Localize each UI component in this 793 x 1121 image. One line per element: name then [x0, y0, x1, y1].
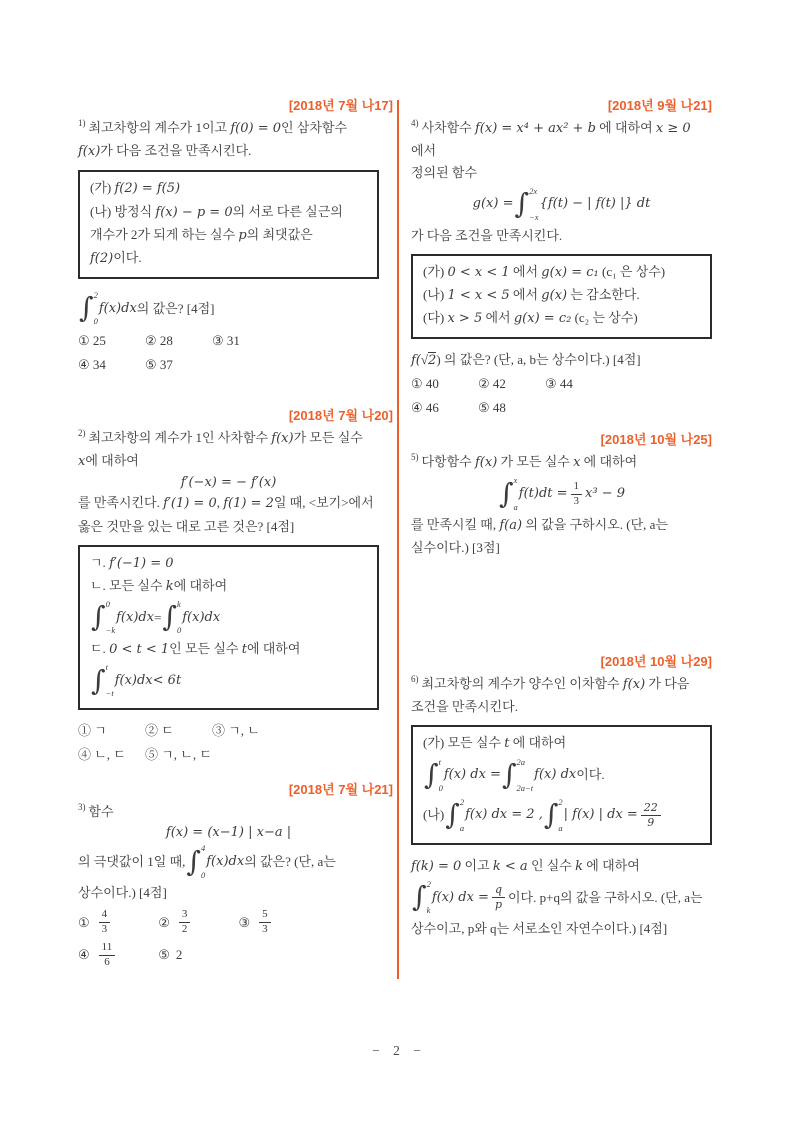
- text: 에서: [509, 286, 542, 302]
- text: 가 다음: [645, 676, 690, 692]
- text: 의 값은? (단, a는: [244, 854, 336, 870]
- problem-6-source-tag: [2018년 10월 나29]: [600, 654, 712, 669]
- integral: [162, 598, 181, 638]
- boki-item-d: [90, 638, 367, 661]
- text: 에 대하여: [246, 640, 301, 656]
- boki-item-d-formula: [90, 661, 367, 701]
- item-label: ㄴ. 모든 실수: [90, 577, 166, 593]
- text: 인 모든 실수: [169, 640, 242, 656]
- problem-6-question-line-1: [411, 855, 712, 878]
- math: g(x): [541, 287, 568, 303]
- integral-sign: ∫: [186, 844, 201, 878]
- text: 를 만족시킨다.: [78, 495, 164, 511]
- problem-1-intro-line-1: [78, 116, 379, 140]
- math: t: [504, 736, 510, 752]
- integral: [445, 796, 464, 836]
- math: f(x) dx =: [431, 889, 489, 905]
- choice-1: [78, 908, 152, 937]
- integral-upper-bound: 2x: [529, 185, 538, 196]
- problem-5: [411, 432, 712, 560]
- integral-sign: ∫: [514, 187, 530, 221]
- problem-1-question: [78, 289, 379, 329]
- text: 가 모든 실수: [293, 430, 363, 446]
- problem-6-condition-box: [411, 725, 712, 844]
- text: 에 대하여: [580, 454, 638, 470]
- choice-mark: ①: [78, 914, 90, 930]
- text: 에 대하여: [583, 857, 640, 873]
- fraction-denominator: 6: [104, 955, 110, 968]
- text: 이고: [461, 857, 493, 873]
- text: 이다.: [113, 249, 142, 265]
- integral-upper-bound: 2: [93, 289, 98, 300]
- condition-na-line-2: [90, 224, 367, 247]
- math: x: [573, 455, 581, 471]
- math: f(x)dx: [114, 672, 153, 688]
- math: f(x) = x⁴ + ax² + b: [474, 121, 596, 137]
- fraction: [99, 941, 116, 970]
- choice-value: 2: [175, 947, 183, 963]
- choice-3: ③ 31: [212, 332, 240, 348]
- integral: [514, 185, 538, 225]
- problem-3-choices-row-1: [78, 908, 379, 937]
- fraction-denominator: 3: [573, 494, 580, 507]
- text: 에 대하여: [85, 453, 139, 469]
- problem-1: [78, 98, 393, 376]
- text: 를 만족시킬 때,: [411, 517, 500, 533]
- math: f′(1) = 0: [163, 496, 217, 512]
- integral-bounds: [201, 842, 205, 882]
- integral-upper-bound: t: [438, 756, 441, 767]
- fraction-numerator: 1: [571, 480, 583, 495]
- integral: [91, 598, 115, 638]
- page-number: − 2 −: [372, 1043, 421, 1058]
- problem-3-intro-line-1: [78, 800, 379, 823]
- problem-1-condition-box: [78, 170, 379, 278]
- text: 의 값은? [4점]: [136, 300, 215, 316]
- integral: [499, 474, 518, 514]
- problem-2-source-tag: [2018년 7월 나20]: [288, 408, 393, 423]
- math: f(x)dx: [98, 300, 137, 316]
- sqrt-sign: √: [420, 351, 429, 367]
- problem-1-intro-line-2: [78, 140, 379, 163]
- math: x: [78, 454, 86, 470]
- math: f(x)dx: [116, 609, 155, 625]
- condition-label: (가): [423, 263, 448, 279]
- condition-label: (나): [423, 807, 445, 823]
- integral-lower-bound: a: [459, 823, 465, 834]
- integral-lower-bound: 0: [438, 783, 443, 794]
- fraction: [99, 908, 111, 937]
- problem-1-choices-row-1: [78, 330, 379, 353]
- text: 최고차항의 계수가 1이고: [88, 120, 231, 136]
- math: g(x) = c₁: [541, 264, 599, 280]
- math: f(a): [499, 518, 523, 534]
- problem-5-number: 5): [411, 452, 419, 463]
- fraction: [259, 908, 271, 937]
- math: f(x) dx = 2 ,: [465, 807, 543, 823]
- integral-sign: ∫: [543, 798, 559, 832]
- choice-mark: ④: [78, 947, 90, 963]
- condition-ga: [423, 261, 700, 284]
- integral-bounds: [460, 796, 464, 836]
- choice-5: ⑤ 48: [478, 399, 506, 415]
- fraction: [492, 883, 505, 912]
- math: 0 < t < 1: [109, 641, 170, 657]
- integral-bounds: [517, 756, 534, 796]
- text: 방정식: [114, 203, 156, 219]
- condition-na-line-3: [90, 247, 367, 270]
- problem-3-formula: f(x) = (x−1) | x−a |: [165, 825, 292, 841]
- choice-mark: ③: [238, 914, 251, 930]
- integral-upper-bound: 4: [201, 843, 206, 854]
- problem-2-number: 2): [78, 428, 86, 439]
- choice-2: ② 28: [145, 332, 173, 348]
- math: f(x)dx: [206, 854, 245, 870]
- integral-bounds: [427, 878, 431, 918]
- condition-label: (나): [423, 286, 448, 302]
- radicand: 2: [428, 352, 437, 368]
- choice-3: ③ ㄱ, ㄴ: [212, 722, 260, 738]
- problem-2-boki-box: [78, 545, 379, 710]
- math: 0 < x < 1: [447, 264, 510, 280]
- choice-4: [78, 941, 152, 970]
- choice-2: ② 42: [478, 376, 506, 391]
- item-label: ㄷ.: [90, 640, 110, 656]
- fraction-denominator: 9: [647, 816, 655, 830]
- integral: [79, 289, 98, 329]
- problem-1-number: 1): [78, 118, 86, 129]
- integral: [412, 878, 431, 918]
- text: 에서: [482, 309, 514, 325]
- integral: [544, 796, 563, 836]
- problem-5-formula: [411, 474, 712, 514]
- text: 가 다음 조건을 만족시킨다.: [100, 143, 252, 159]
- problem-4-condition-box: [411, 254, 712, 339]
- problem-6-intro-line-2: 조건을 만족시킨다.: [411, 699, 518, 715]
- integral-sign: ∫: [424, 758, 439, 792]
- math: 1 < x < 5: [447, 287, 510, 303]
- math: k: [165, 578, 174, 594]
- problem-2-formula: f′(−x) = − f′(x): [180, 475, 277, 491]
- problem-6: [411, 654, 712, 940]
- choice-5: ⑤ 37: [145, 356, 173, 372]
- condition-na-formula: [423, 796, 700, 836]
- math: f(x)dx: [182, 609, 221, 625]
- integral-sign: ∫: [501, 758, 517, 792]
- item-label: ㄱ.: [90, 554, 110, 570]
- condition-ga: [423, 732, 700, 755]
- text: =: [154, 609, 162, 625]
- condition-label: (가): [90, 180, 115, 196]
- fraction: [641, 801, 661, 830]
- fraction-denominator: 3: [262, 923, 268, 936]
- text: 모든 실수: [447, 735, 505, 751]
- integral-sign: ∫: [162, 600, 177, 634]
- choice-1: ① ㄱ: [78, 722, 107, 738]
- text: 에 대하여: [509, 735, 567, 751]
- integral-upper-bound: 2a: [516, 756, 526, 767]
- problem-5-intro-line-1: [411, 450, 712, 474]
- choice-mark: ②: [158, 914, 170, 930]
- integral-lower-bound: −k: [105, 625, 116, 636]
- integral-lower-bound: k: [426, 905, 431, 916]
- math: k: [575, 858, 584, 874]
- text: 인 실수: [527, 857, 576, 873]
- math: f(t)dt =: [518, 486, 568, 502]
- problem-2: [78, 408, 393, 766]
- integral-sign: ∫: [412, 880, 427, 914]
- choice-1: ① 25: [78, 332, 106, 348]
- choice-5: [158, 946, 232, 964]
- integral-lower-bound: −x: [529, 212, 539, 223]
- math: f(x): [622, 677, 646, 693]
- math: f(k) = 0: [411, 858, 462, 874]
- text: 개수가 2가 되게 하는 실수: [90, 226, 239, 242]
- problem-4-choices-row-1: [411, 373, 712, 396]
- text: ,: [216, 495, 224, 511]
- integral: [186, 842, 205, 882]
- problem-4-intro-line-2: 정의된 함수: [411, 165, 478, 181]
- fraction-denominator: 2: [181, 923, 188, 936]
- problem-4-number: 4): [411, 118, 419, 129]
- text: 사차함수: [421, 120, 475, 136]
- integral-upper-bound: 2: [426, 878, 431, 889]
- problem-4-intro-line-3: 가 다음 조건을 만족시킨다.: [411, 227, 563, 243]
- text: 는 감소한다.: [567, 286, 640, 302]
- text: 에 대하여: [173, 577, 228, 593]
- math: f(x): [474, 455, 498, 471]
- math: < 6t: [152, 672, 182, 688]
- integral-lower-bound: 0: [177, 625, 182, 636]
- fraction-denominator: 3: [101, 923, 108, 936]
- fraction-denominator: p: [494, 898, 502, 912]
- integral-sign: ∫: [498, 476, 514, 510]
- integral-lower-bound: a: [558, 823, 563, 834]
- math: t: [241, 641, 247, 657]
- condition-label: (가): [423, 735, 448, 751]
- math: g(x) =: [472, 196, 514, 212]
- text: 의 최댓값은: [246, 226, 313, 242]
- text: 다항함수: [421, 454, 475, 470]
- integral-sign: ∫: [445, 798, 460, 832]
- choice-3: [239, 908, 313, 937]
- integral-bounds: [558, 796, 562, 836]
- problem-5-question-tail: 실수이다.) [3점]: [411, 540, 500, 556]
- problem-4-source-tag: [2018년 9월 나21]: [607, 98, 712, 113]
- condition-label: (나): [90, 203, 115, 219]
- text: 최고차항의 계수가 1인 사차함수: [88, 430, 272, 446]
- condition-ga: [90, 177, 367, 200]
- text: 최고차항의 계수가 양수인 이차함수: [421, 676, 623, 692]
- problem-3: [78, 782, 393, 969]
- math: f(x): [78, 144, 101, 160]
- problem-2-intro-line-1: [78, 426, 379, 450]
- integral-upper-bound: t: [105, 661, 108, 672]
- integral-upper-bound: 2: [459, 796, 465, 807]
- problem-3-source-tag: [2018년 7월 나21]: [288, 782, 393, 797]
- choice-2: ② ㄷ: [145, 722, 174, 738]
- problem-1-choices-row-2: [78, 354, 379, 377]
- integral-bounds: [439, 756, 443, 796]
- integral: [91, 661, 114, 701]
- integral-bounds: [177, 598, 181, 638]
- math: f(x) dx: [534, 767, 577, 783]
- fraction-numerator: 22: [641, 801, 661, 816]
- integral-bounds: [94, 289, 98, 329]
- problem-4-formula: [411, 185, 712, 225]
- text: (c₁ 은 상수): [598, 263, 666, 279]
- integral: [424, 756, 443, 796]
- problem-1-source-tag: [2018년 7월 나17]: [288, 98, 393, 113]
- math: f(1) = 2: [223, 496, 274, 512]
- math: {f(t) − | f(t) |} dt: [539, 196, 651, 212]
- math: k < a: [492, 858, 528, 874]
- problem-3-question-tail: 상수이다.) [4점]: [78, 885, 167, 901]
- problem-2-intro-line-4: 옳은 것만을 있는 대로 고른 것은? [4점]: [78, 518, 295, 534]
- choice-5: ⑤ ㄱ, ㄴ, ㄷ: [145, 746, 212, 762]
- text: 의 서로 다른 실근의: [232, 203, 343, 219]
- condition-da: [423, 307, 700, 330]
- fraction: [571, 480, 583, 509]
- problem-6-number: 6): [411, 674, 419, 685]
- choice-1: ① 40: [411, 376, 439, 391]
- integral-lower-bound: −t: [105, 688, 114, 699]
- text: 에서: [411, 143, 437, 159]
- integral-sign: ∫: [91, 663, 106, 697]
- problem-3-number: 3): [78, 802, 86, 813]
- math: f(: [411, 352, 421, 368]
- integral: [502, 756, 533, 796]
- integral-bounds: [106, 661, 114, 701]
- text: 의 극댓값이 1일 때,: [78, 854, 186, 870]
- text: 인 삼차함수: [281, 120, 348, 136]
- text: (c₂ 는 상수): [571, 309, 638, 325]
- fraction-numerator: 4: [99, 908, 111, 923]
- problem-6-question-line-2: [411, 878, 712, 918]
- integral-upper-bound: x: [513, 475, 518, 486]
- text: ) 의 값은? (단, a, b는 상수이다.) [4점]: [436, 351, 641, 367]
- problem-6-intro-line-1: [411, 672, 712, 696]
- condition-na: [423, 284, 700, 307]
- math: x > 5: [447, 310, 483, 326]
- integral-bounds: [106, 598, 116, 638]
- problem-4-question: [411, 349, 712, 372]
- fraction-numerator: 5: [259, 908, 271, 923]
- choice-3: ③ 44: [545, 376, 573, 391]
- math: g(x) = c₂: [513, 310, 572, 326]
- math: f(x): [271, 431, 294, 447]
- text: 에서: [509, 263, 542, 279]
- condition-na-line-1: [90, 201, 367, 224]
- boki-item-n-formula: [90, 598, 367, 638]
- integral-upper-bound: 0: [105, 598, 110, 609]
- integral-lower-bound: a: [513, 501, 518, 512]
- problem-5-question: [411, 514, 712, 537]
- text: 가 모든 실수: [497, 454, 574, 470]
- math: f(2) = f(5): [114, 181, 181, 197]
- condition-label: (다): [423, 309, 448, 325]
- text: 의 값을 구하시오. (단, a는: [522, 517, 668, 533]
- fraction-numerator: 3: [179, 908, 191, 923]
- text: 에 대하여: [595, 120, 656, 136]
- problem-2-intro-line-2: [78, 450, 379, 473]
- text: 이다. p+q의 값을 구하시오. (단, a는: [508, 889, 703, 905]
- problem-5-source-tag: [2018년 10월 나25]: [600, 432, 712, 447]
- text: 일 때, <보기>에서: [273, 495, 374, 511]
- integral-sign: ∫: [79, 291, 94, 325]
- integral-lower-bound: 0: [201, 869, 206, 880]
- problem-4: [411, 98, 712, 420]
- problem-2-choices-row-1: [78, 720, 379, 743]
- problem-2-choices-row-2: [78, 744, 379, 767]
- fraction-numerator: q: [492, 883, 505, 898]
- problem-3-choices-row-2: [78, 941, 379, 970]
- problem-4-intro-line-1: [411, 116, 712, 162]
- problem-6-question-line-3: 상수이고, p와 q는 서로소인 자연수이다.) [4점]: [411, 920, 668, 936]
- problem-3-question: [78, 842, 379, 882]
- choice-4: ④ 46: [411, 399, 439, 415]
- condition-ga-formula: [423, 756, 700, 796]
- column-divider: [397, 100, 399, 979]
- math: f(x) dx =: [443, 767, 501, 783]
- problem-2-intro-line-3: [78, 492, 379, 515]
- math: f′(−1) = 0: [109, 555, 174, 571]
- math: f(0) = 0: [230, 121, 281, 137]
- math: x³ − 9: [585, 486, 626, 502]
- math: f(x) − p = 0: [155, 204, 233, 220]
- fraction: [179, 908, 191, 937]
- integral-bounds: [529, 185, 539, 225]
- math: | f(x) | dx =: [563, 807, 638, 823]
- problem-4-choices-row-2: [411, 397, 712, 420]
- integral-upper-bound: k: [177, 598, 181, 609]
- text: 이다.: [576, 767, 605, 783]
- integral-lower-bound: 2a−t: [516, 783, 534, 794]
- integral-lower-bound: 0: [93, 316, 98, 327]
- text: 함수: [88, 804, 114, 820]
- boki-item-n: [90, 575, 367, 598]
- math: f(2): [90, 250, 114, 266]
- math: p: [238, 227, 247, 243]
- choice-4: ④ ㄴ, ㄷ: [78, 746, 126, 762]
- boki-item-g: [90, 552, 367, 575]
- integral-upper-bound: 2: [558, 796, 563, 807]
- fraction-numerator: 11: [99, 941, 116, 956]
- choice-4: ④ 34: [78, 356, 106, 372]
- math: x ≥ 0: [655, 121, 691, 137]
- choice-2: [158, 908, 232, 937]
- integral-sign: ∫: [91, 600, 106, 634]
- choice-mark: ⑤: [158, 947, 170, 963]
- integral-bounds: [514, 474, 518, 514]
